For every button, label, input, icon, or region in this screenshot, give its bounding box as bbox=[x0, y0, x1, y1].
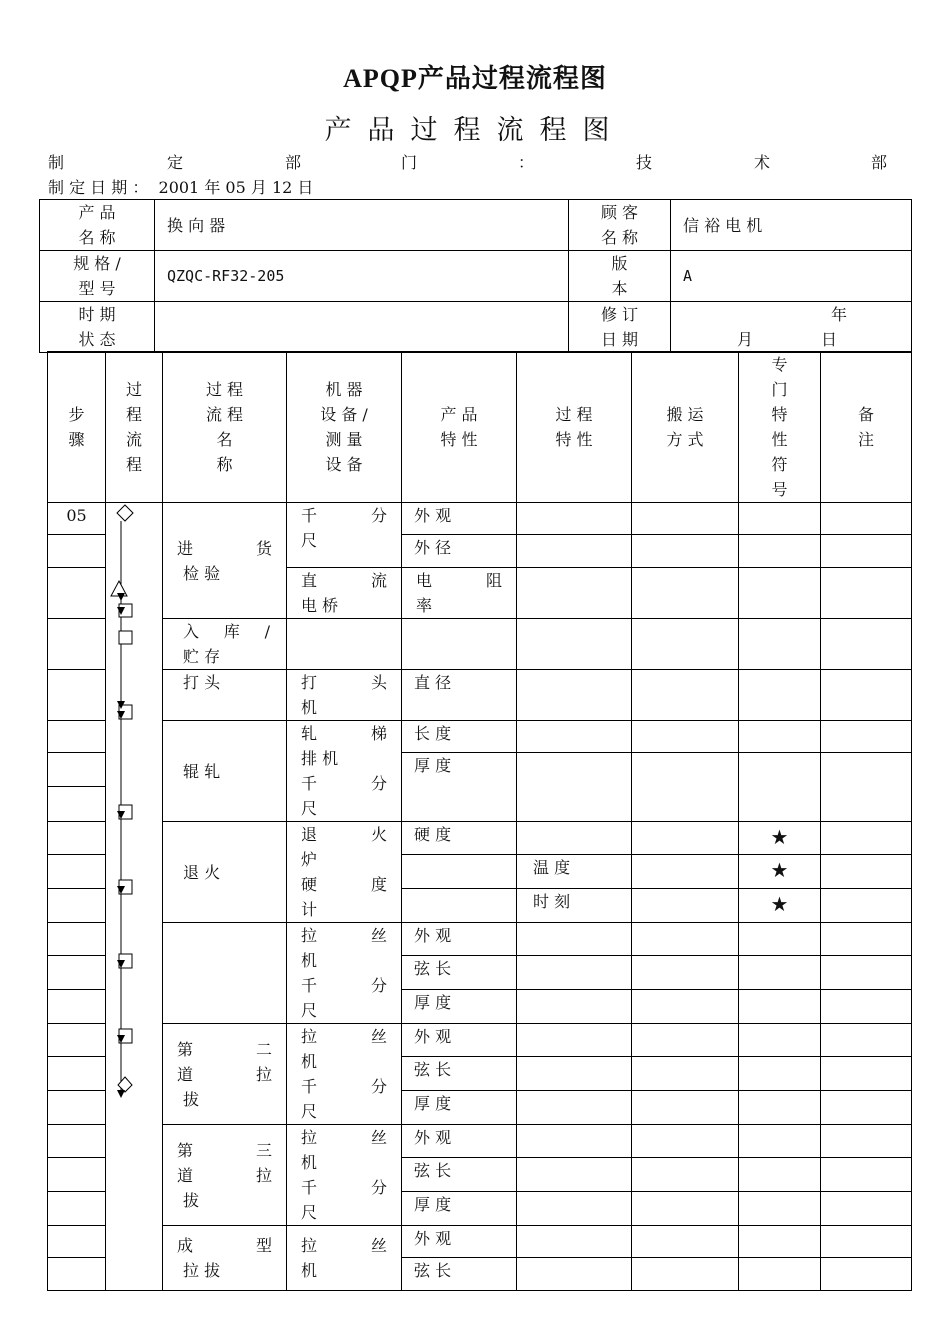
process-forming-drawing: 成 型 拉 拔 bbox=[163, 1226, 287, 1291]
pc-thickness: 厚 度 bbox=[402, 1090, 517, 1124]
document-title: APQP产品过程流程图 bbox=[343, 64, 607, 93]
pc-thickness: 厚 度 bbox=[402, 753, 517, 822]
dept-label-2: 定 bbox=[167, 153, 184, 172]
equipment-micrometer: 千 分 尺 bbox=[287, 503, 402, 568]
dept-label-3: 部 bbox=[285, 153, 302, 172]
dept-value-1: 技 bbox=[636, 153, 653, 172]
pc-length: 长 度 bbox=[402, 721, 517, 753]
process-third-drawing: 第 三 道 拉 拔 bbox=[163, 1125, 287, 1226]
pc-appearance: 外 观 bbox=[402, 1226, 517, 1258]
equipment-rolling: 轧 梯 排 机 千 分 尺 bbox=[287, 721, 402, 822]
revision-month: 月 bbox=[737, 330, 754, 349]
equipment-annealing: 退 火 炉 硬 度 计 bbox=[287, 822, 402, 923]
step-number: 05 bbox=[48, 503, 106, 535]
revision-label: 修 订 日 期 bbox=[569, 302, 671, 353]
process-flow-table bbox=[47, 351, 912, 1291]
equipment-forming: 拉 丝 机 bbox=[287, 1226, 402, 1291]
date-line: 制 定 日 期 ： 2001 年 05 月 12 日 bbox=[48, 178, 314, 197]
table-row bbox=[48, 670, 912, 721]
document-subtitle: 产品过程流程图 bbox=[324, 115, 626, 146]
equipment-drawing-3: 拉 丝 机 千 分 尺 bbox=[287, 1125, 402, 1226]
product-name-value: 换 向 器 bbox=[155, 200, 569, 251]
proc-temperature: 温 度 bbox=[517, 855, 632, 888]
col-equipment: 机 器 设 备 / 测 量 设 备 bbox=[287, 352, 402, 503]
revision-day: 日 bbox=[820, 330, 837, 349]
col-process-name: 过 程 流 程 名 称 bbox=[163, 352, 287, 503]
arrow-down-icon bbox=[117, 593, 125, 601]
decision-diamond-icon bbox=[117, 505, 133, 521]
special-star-icon: ★ bbox=[739, 888, 821, 922]
process-drawing bbox=[163, 923, 287, 1024]
dept-label-1: 制 bbox=[48, 153, 65, 172]
table-row bbox=[48, 619, 912, 670]
pc-appearance: 外 观 bbox=[402, 923, 517, 956]
pc-resistivity: 电 阻 率 bbox=[402, 568, 517, 619]
pc-appearance: 外 观 bbox=[402, 1024, 517, 1057]
pc-appearance: 外 观 bbox=[402, 1125, 517, 1158]
pc-chord-length: 弦 长 bbox=[402, 956, 517, 989]
col-special: 专 门 特 性 符 号 bbox=[739, 352, 821, 503]
table-row bbox=[48, 1125, 912, 1158]
dept-value-2: 术 bbox=[754, 153, 771, 172]
equipment-dc-bridge: 直 流 电 桥 bbox=[287, 568, 402, 619]
table-row bbox=[48, 1024, 912, 1057]
col-remark: 备 注 bbox=[821, 352, 912, 503]
col-step: 步 骤 bbox=[48, 352, 106, 503]
dept-label-4: 门 bbox=[401, 153, 418, 172]
table-row bbox=[48, 923, 912, 956]
process-rolling: 辊 轧 bbox=[163, 721, 287, 822]
equipment-drawing-1: 拉 丝 机 千 分 尺 bbox=[287, 923, 402, 1024]
customer-value: 信 裕 电 机 bbox=[671, 200, 912, 251]
pc-thickness: 厚 度 bbox=[402, 1191, 517, 1225]
col-product-char: 产 品 特 性 bbox=[402, 352, 517, 503]
col-process-char: 过 程 特 性 bbox=[517, 352, 632, 503]
decision-diamond-icon bbox=[118, 1077, 132, 1092]
version-value: A bbox=[671, 251, 912, 302]
flowchart-symbols bbox=[105, 502, 163, 1102]
product-name-label: 产 品 名 称 bbox=[40, 200, 155, 251]
special-star-icon: ★ bbox=[739, 855, 821, 888]
pc-diameter: 直 径 bbox=[402, 670, 517, 721]
table-row bbox=[48, 1226, 912, 1258]
table-row bbox=[48, 721, 912, 753]
process-storage: 入 库 / 贮 存 bbox=[163, 619, 287, 670]
revision-year: 年 bbox=[830, 305, 847, 324]
pc-hardness: 硬 度 bbox=[402, 822, 517, 855]
process-annealing: 退 火 bbox=[163, 822, 287, 923]
header-table bbox=[39, 199, 912, 353]
revision-date bbox=[671, 302, 912, 353]
process-heading: 打 头 bbox=[163, 670, 287, 721]
status-value bbox=[155, 302, 569, 353]
spec-label: 规 格 / 型 号 bbox=[40, 251, 155, 302]
pc-chord-length: 弦 长 bbox=[402, 1158, 517, 1191]
pc-thickness: 厚 度 bbox=[402, 989, 517, 1023]
dept-colon: ： bbox=[518, 153, 535, 172]
dept-value-3: 部 bbox=[871, 153, 888, 172]
version-label: 版 本 bbox=[569, 251, 671, 302]
pc-chord-length: 弦 长 bbox=[402, 1057, 517, 1090]
equipment-heading-machine: 打 头 机 bbox=[287, 670, 402, 721]
table-row bbox=[48, 822, 912, 855]
operation-box-icon bbox=[119, 631, 132, 644]
pc-outer-diameter: 外 径 bbox=[402, 535, 517, 568]
col-transport: 搬 运 方 式 bbox=[632, 352, 739, 503]
table-row bbox=[48, 503, 912, 535]
special-star-icon: ★ bbox=[739, 822, 821, 855]
customer-label: 顾 客 名 称 bbox=[569, 200, 671, 251]
pc-appearance: 外 观 bbox=[402, 503, 517, 535]
col-flow: 过 程 流 程 bbox=[106, 352, 163, 503]
spec-value: QZQC-RF32-205 bbox=[155, 251, 569, 302]
status-label: 时 期 状 态 bbox=[40, 302, 155, 353]
proc-time: 时 刻 bbox=[517, 888, 632, 922]
equipment-drawing-2: 拉 丝 机 千 分 尺 bbox=[287, 1024, 402, 1125]
process-incoming: 进 货 检 验 bbox=[163, 503, 287, 619]
process-second-drawing: 第 二 道 拉 拔 bbox=[163, 1024, 287, 1125]
arrow-down-icon bbox=[117, 1090, 125, 1098]
pc-chord-length: 弦 长 bbox=[402, 1258, 517, 1291]
